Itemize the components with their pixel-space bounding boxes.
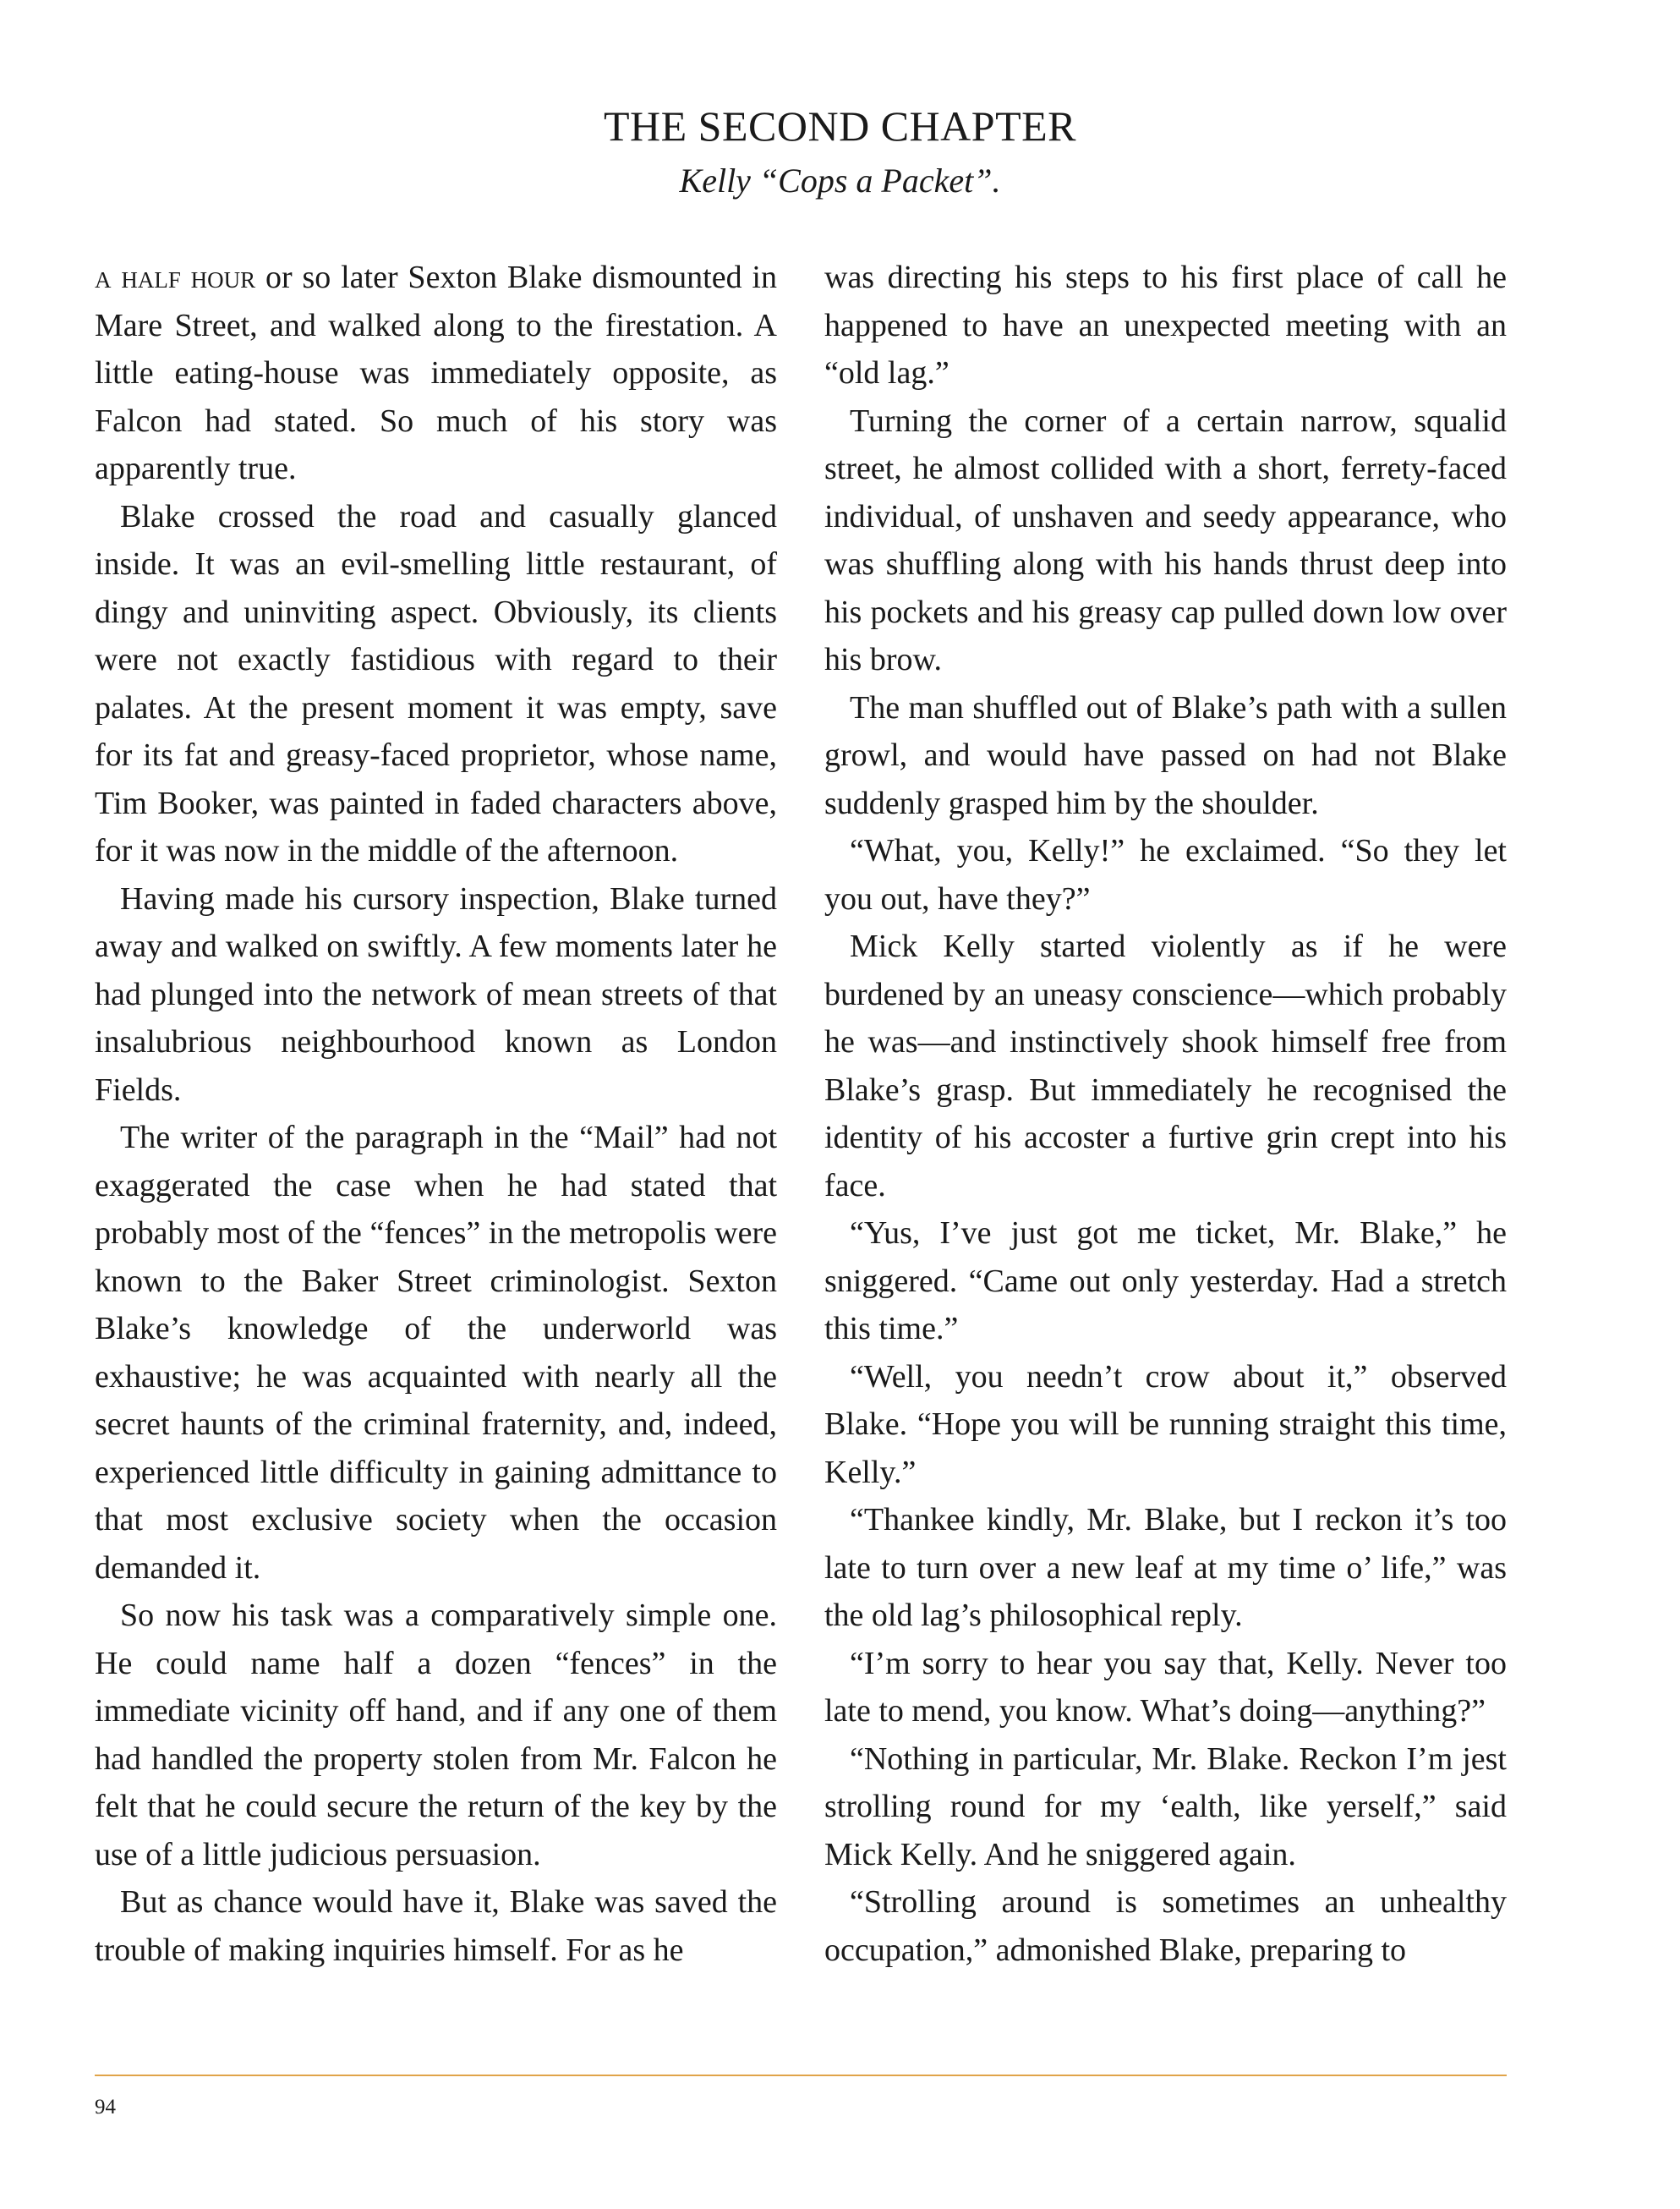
paragraph: Mick Kelly started violently as if he were burdened by an uneasy conscience—which probably he was—and instinctively shook himself free from Blake’s grasp. But immediately he recognised the identity of his accoster a furtive grin crept into his face.: [824, 929, 1507, 1203]
paragraph: [95, 254, 777, 493]
paragraph: So now his task was a comparatively simple one. He could name half a dozen “fences” in the immediate vicinity off hand, and if any one of them had handled the property stolen from Mr. Falcon he felt that he could secure the return of the key by the use of a little judicious persuasion.: [95, 1598, 777, 1872]
paragraph: The man shuffled out of Blake’s path with a sullen growl, and would have passed on had not Blake suddenly grasped him by the shoulder.: [824, 689, 1507, 821]
paragraph-text: or so later Sexton Blake dismounted in Mare Street, and walked along to the firestation. A little eating-house was immediately opposite, as Falcon had stated. So much of his story was apparently true.: [95, 260, 777, 486]
paragraph: “Thankee kindly, Mr. Blake, but I reckon it’s too late to turn over a new leaf at my time o’ life,” was the old lag’s philosophical reply.: [824, 1502, 1507, 1633]
paragraph: But as chance would have it, Blake was saved the trouble of making inquiries himself. For as he: [95, 1884, 777, 1968]
chapter-subtitle: Kelly “Cops a Packet”.: [679, 162, 1001, 200]
paragraph: “Well, you needn’t crow about it,” observed Blake. “Hope you will be running straight this time, Kelly.”: [824, 1358, 1507, 1490]
paragraph: Blake crossed the road and casually glanced inside. It was an evil-smelling little restaurant, of dingy and uninviting aspect. Obviously, its clients were not exactly fastidious with regard to their palates. At the present moment it was empty, save for its fat and greasy-faced proprietor, whose name, Tim Booker, was painted in faded characters above, for it was now in the middle of the afternoon.: [95, 498, 777, 869]
paragraph: The writer of the paragraph in the “Mail” had not exaggerated the case when he had stated that probably most of the “fences” in the metropolis were known to the Baker Street criminologist. Sexton Blake’s knowledge of the underworld was exhaustive; he was acquainted with nearly all the secret haunts of the criminal fraternity, and, indeed, experienced little difficulty in gaining admittance to that most exclusive society when the occasion demanded it.: [95, 1120, 777, 1586]
opening-small-caps: a half hour: [95, 260, 256, 295]
paragraph: “Nothing in particular, Mr. Blake. Reckon I’m jest strolling round for my ‘ealth, like yerself,” said Mick Kelly. And he sniggered again.: [824, 1740, 1507, 1872]
paragraph: Having made his cursory inspection, Blake turned away and walked on swiftly. A few moments later he had plunged into the network of mean streets of that insalubrious neighbourhood known as London Fields.: [95, 880, 777, 1108]
paragraph: “Strolling around is sometimes an unhealthy occupation,” admonished Blake, preparing to: [824, 1884, 1507, 1968]
paragraph: Turning the corner of a certain narrow, squalid street, he almost collided with a short, ferrety-faced individual, of unshaven and seedy appearance, who was shuffling along with his hands thrust deep into his pockets and his greasy cap pulled down low over his brow.: [824, 403, 1507, 677]
paragraph-continued: was directing his steps to his first place of call he happened to have an unexpected meeting with an “old lag.”: [824, 260, 1507, 391]
paragraph: “Yus, I’ve just got me ticket, Mr. Blake,” he sniggered. “Came out only yesterday. Had a stretch this time.”: [824, 1215, 1507, 1346]
footer-rule: [95, 2075, 1507, 2076]
page-number: 94: [95, 2096, 116, 2119]
paragraph: “What, you, Kelly!” he exclaimed. “So they let you out, have they?”: [824, 833, 1507, 917]
paragraph: “I’m sorry to hear you say that, Kelly. Never too late to mend, you know. What’s doing—anything?”: [824, 1645, 1507, 1729]
chapter-title: THE SECOND CHAPTER: [603, 102, 1077, 150]
right-column: [824, 254, 1507, 1974]
left-column: [95, 254, 777, 1974]
